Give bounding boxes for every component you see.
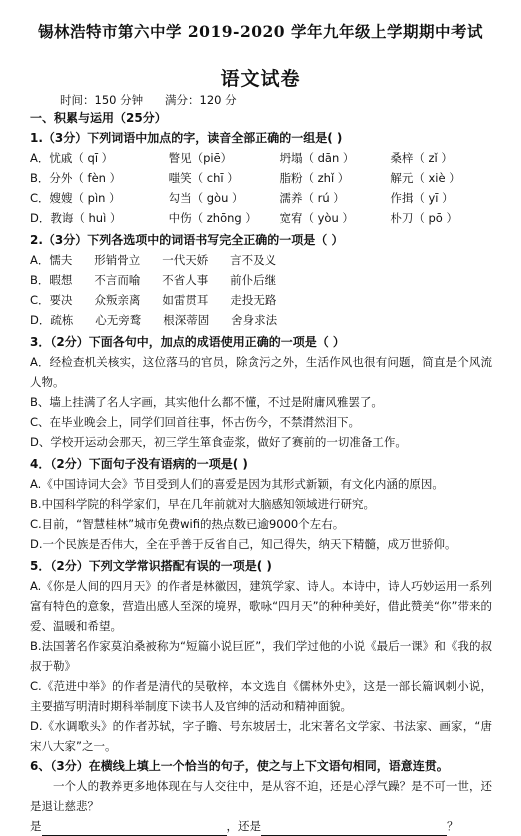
section-1-heading: 一、积累与运用（25分） xyxy=(30,111,167,125)
q3-option-b: B、墙上挂满了名人字画，其实他什么都不懂，不过是附庸风雅罢了。 xyxy=(30,395,383,409)
q6-fill-middle: ，还是 xyxy=(226,819,261,833)
q1-b-3: 脂粉（ zhǐ ） xyxy=(279,171,350,185)
question-1-stem: 1.（3分）下列词语中加点的字，读音全部正确的一组是( ) xyxy=(30,131,343,145)
q1-c-2: 勾当（ gòu ） xyxy=(168,191,244,205)
q1-a-4: 桑梓（ zǐ ） xyxy=(390,151,453,165)
q2-option-a: A．懦夫 形销骨立 一代天娇 言不及义 xyxy=(30,253,277,267)
q1-b-4: 解元（ xiè ） xyxy=(390,171,461,185)
exam-content xyxy=(30,108,492,836)
q5-option-c: C.《范进中举》的作者是清代的吴敬梓，本文选自《儒林外史》，这是一部长篇讽刺小说，主要描写明清时期科举制度下读书人及官绅的活动和精神面貌。 xyxy=(30,679,492,713)
q1-c-1: C．嫂嫂（ pìn ） xyxy=(30,191,121,205)
question-5-stem: 5．（2分）下列文学常识搭配有误的一项是( ) xyxy=(30,559,272,573)
question-3-stem: 3．（2分）下面各句中，加点的成语使用正确的一项是（ ） xyxy=(30,335,345,349)
question-2-options xyxy=(30,250,492,330)
exam-time-score-info: 时间：150 分钟 满分：120 分 xyxy=(60,93,237,107)
q4-option-b: B.中国科学院的科学家们，早在几年前就对大脑感知领域进行研究。 xyxy=(30,497,376,511)
q1-a-1: A．忧戚（ qī ） xyxy=(30,151,114,165)
question-2-stem: 2.（3分）下列各选项中的词语书写完全正确的一项是（ ） xyxy=(30,233,344,247)
q4-option-c: C.目前，“智慧桂林”城市免费wifi的热点数已逾9000个左右。 xyxy=(30,517,345,531)
q6-fill-prefix: 是 xyxy=(30,819,42,833)
q1-d-3: 宽宥（ yòu ） xyxy=(279,211,354,225)
q2-option-d: D．疏栋 心无旁鹜 根深蒂固 舍身求法 xyxy=(30,313,278,327)
q2-option-c: C．要决 众叛亲离 如雷贯耳 走投无路 xyxy=(30,293,277,307)
q5-option-b: B.法国著名作家莫泊桑被称为“短篇小说巨匠”，我们学过他的小说《最后一课》和《我的叔叔于勒》 xyxy=(30,639,492,673)
q6-fill-line xyxy=(30,816,492,836)
q5-option-d: D.《水调歌头》的作者苏轼，字子瞻、号东坡居士，北宋著名文学家、书法家、画家，“唐宋八大家”之一。 xyxy=(30,719,492,753)
q3-option-a: A．经检查机关核实，这位落马的官员，除贪污之外，生活作风也很有问题，简直是个风流人物。 xyxy=(30,355,492,389)
q1-d-4: 朴刀（ pō ） xyxy=(390,211,458,225)
q4-option-d: D.一个民族是否伟大，全在乎善于反省自己，知己得失，纳天下精髓，成万世骄仰。 xyxy=(30,537,457,551)
q1-a-3: 坍塌（ dān ） xyxy=(279,151,355,165)
q3-option-d: D、学校开运动会那天，初三学生箪食壶浆，做好了赛前的一切准备工作。 xyxy=(30,435,407,449)
q3-option-c: C、在毕业晚会上，同学们回首往事，怀古伤今，不禁潸然泪下。 xyxy=(30,415,361,429)
question-6-stem: 6、（3分）在横线上填上一个恰当的句子，使之与上下文语句相同，语意连贯。 xyxy=(30,759,449,773)
q6-blank-2[interactable] xyxy=(261,821,447,836)
question-4-stem: 4．（2分）下面句子没有语病的一项是( ) xyxy=(30,457,248,471)
q1-b-2: 嗤笑（ chī ） xyxy=(168,171,239,185)
q1-d-2: 中伤（ zhōng ） xyxy=(168,211,257,225)
q4-option-a: A.《中国诗词大会》节目受到人们的喜爱是因为其形式新颖，有文化内涵的原因。 xyxy=(30,477,444,491)
paper-title: 语文试卷 xyxy=(220,68,301,90)
school-exam-header: 锡林浩特市第六中学 2019-2020 学年九年级上学期期中考试 xyxy=(37,22,483,41)
question-1-options xyxy=(30,148,492,228)
q1-a-2: 瞥见（piē） xyxy=(168,151,233,165)
q1-c-4: 作揖（ yī ） xyxy=(390,191,454,205)
q1-d-1: D．教诲（ huì ） xyxy=(30,211,122,225)
q6-blank-1[interactable] xyxy=(42,821,227,836)
q1-c-3: 濡养（ rú ） xyxy=(279,191,345,205)
q5-option-a: A.《你是人间的四月天》的作者是林徽因，建筑学家、诗人。本诗中，诗人巧妙运用一系列富有特色的意象，营造出感人至深的境界，歌咏“四月天”的种种美好，借此赞美“你”带来的爱、温暖和希望。 xyxy=(30,579,492,633)
q1-b-1: B．分外（ fèn ） xyxy=(30,171,122,185)
q6-passage: 一个人的教养更多地体现在与人交往中，是从容不迫，还是心浮气躁？是不可一世，还是退让慈悲？ xyxy=(30,779,492,813)
q6-fill-suffix: ？ xyxy=(447,819,459,833)
q2-option-b: B．暇想 不言而喻 不省人事 前仆后继 xyxy=(30,273,277,287)
